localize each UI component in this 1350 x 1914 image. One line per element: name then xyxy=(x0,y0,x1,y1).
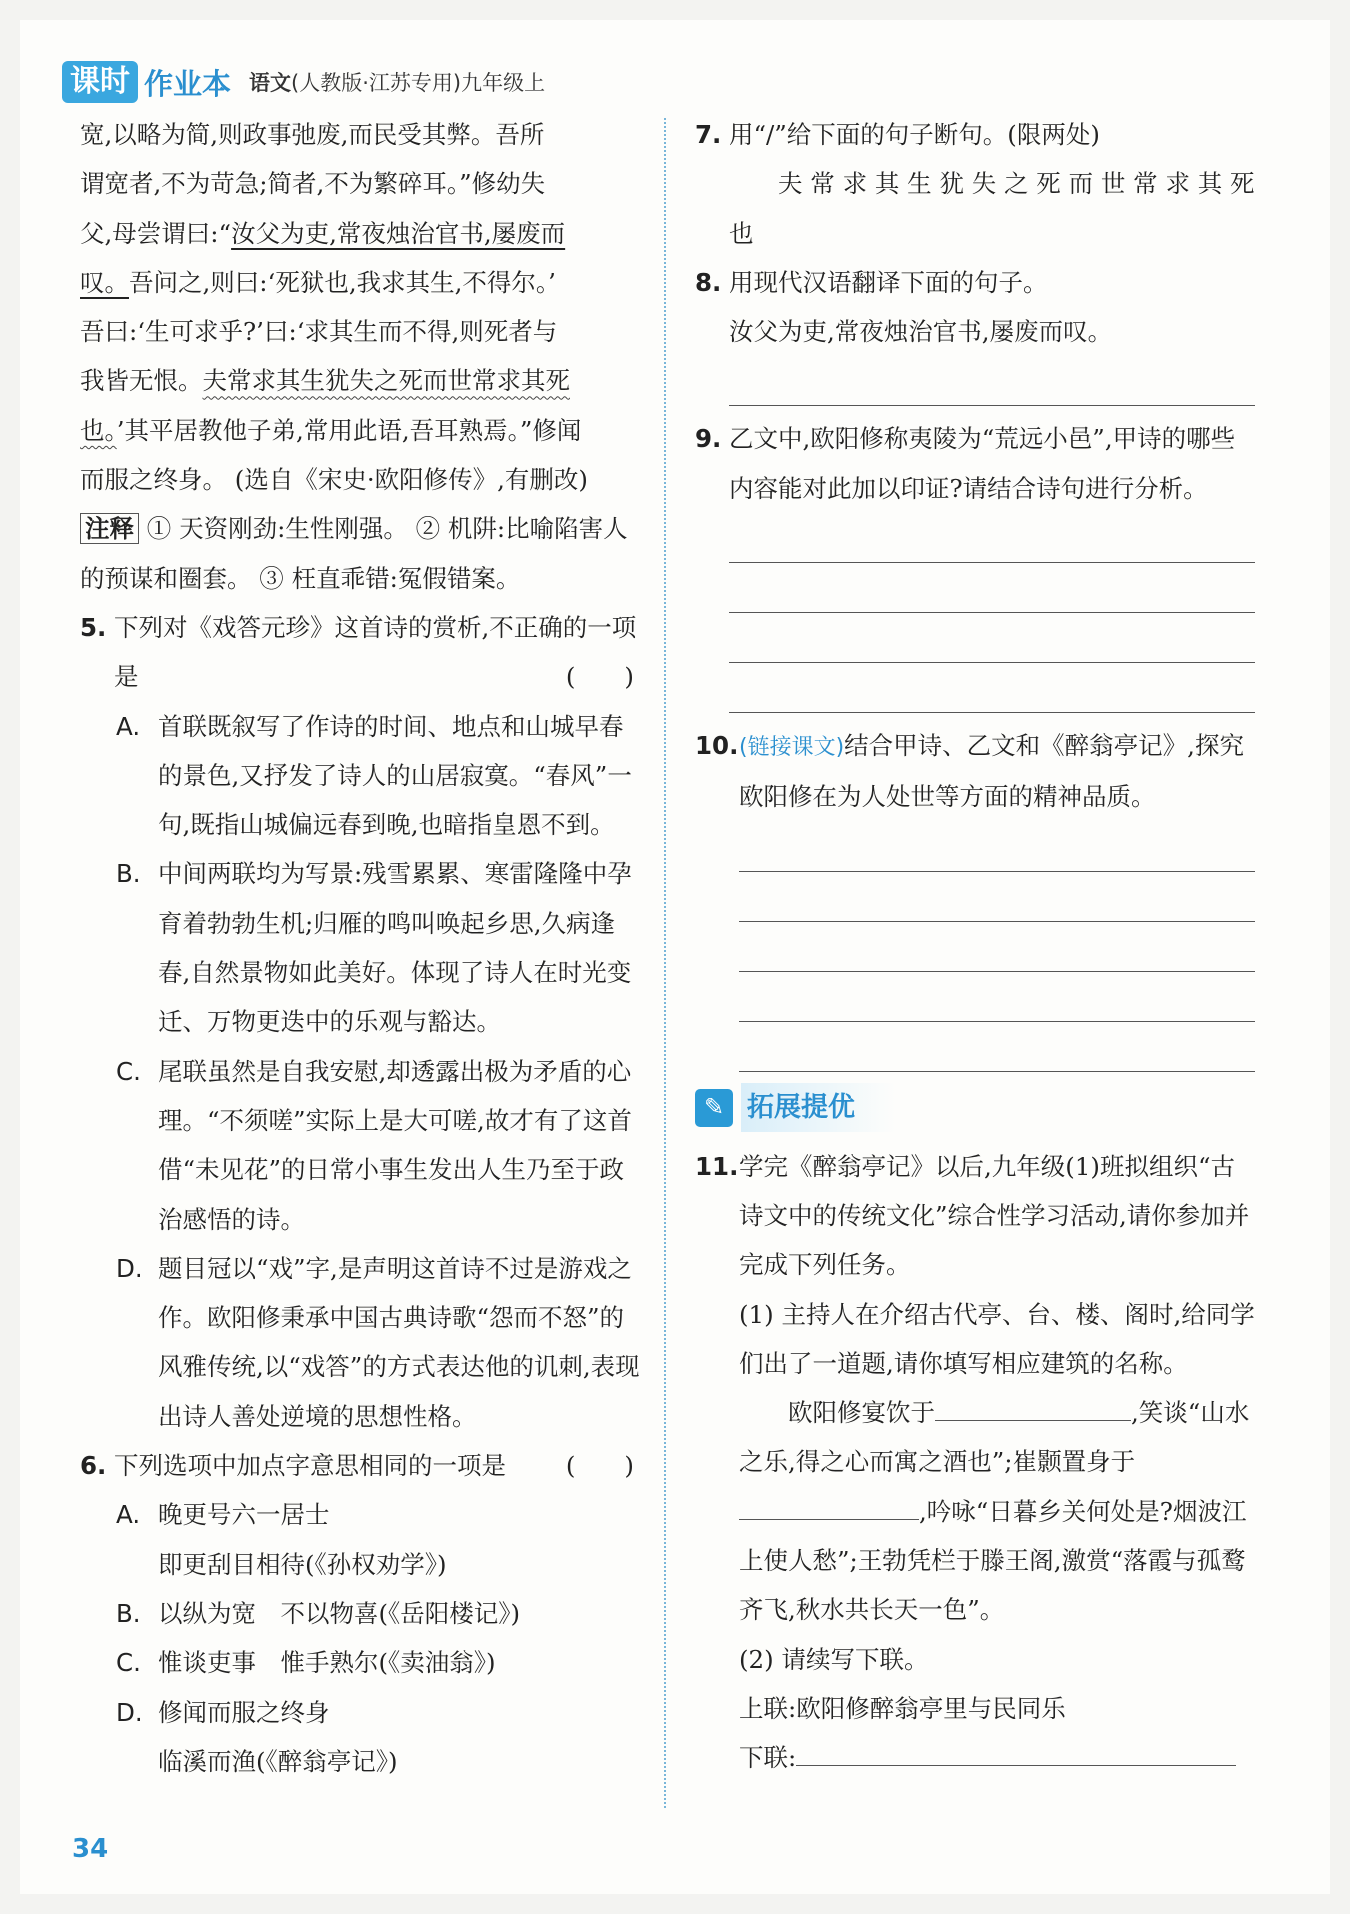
question-5 xyxy=(80,603,640,702)
underlined-sentence-end: 叹。 xyxy=(80,267,129,297)
section-heading xyxy=(695,1080,1255,1136)
left-column xyxy=(80,110,640,1786)
option-a[interactable]: A. 晚更号六一居士 即更刮目相待(《孙权劝学》) xyxy=(116,1500,447,1579)
option-b[interactable]: B. 中间两联均为写景:残雪累累、寒雷隆隆中孕育着勃勃生机;归雁的鸣叫唤起乡思,久病逢春,自然景物如此美好。体现了诗人在时光变迁、万物更迭中的乐观与豁达。 xyxy=(116,859,632,1037)
note-tag: 注释 xyxy=(80,513,139,544)
fill-in-paragraph: 欧阳修宴饮于 ,笑谈“山水之乐,得之心而寓之酒也”;崔颢置身于,吟咏“日暮乡关何处是?烟波江上使人愁”;王勃凭栏于滕王阁,激赏“落霞与孤鹜齐飞,秋水共长天一色”。 xyxy=(739,1388,1255,1634)
answer-line[interactable] xyxy=(739,922,1255,972)
option-b[interactable]: B. 以纵为宽 不以物喜(《岳阳楼记》) xyxy=(116,1598,521,1628)
sentence-to-translate: 汝父为吏,常夜烛治官书,屡废而叹。 xyxy=(729,317,1113,347)
passage-source: 而服之终身。 (选自《宋史·欧阳修传》,有删改) xyxy=(80,465,588,495)
passage-line: 宽,以略为简,则政事弛废,而民受其弊。吾所 xyxy=(80,120,545,149)
passage-line: 吾曰:‘生可求乎?’曰:‘求其生而不得,则死者与 xyxy=(80,317,558,347)
edition: (人教版·江苏专用)九年级上 xyxy=(291,71,546,95)
wavy-sentence-end: 也。 xyxy=(80,415,117,445)
logo-text: 作业本 xyxy=(144,66,232,101)
passage-line: 也。’其平居教他子弟,常用此语,吾耳熟焉。”修闻 xyxy=(80,415,582,445)
question-number: 11. xyxy=(695,1151,739,1181)
option-d[interactable]: D. 修闻而服之终身 临溪而渔(《醉翁亭记》) xyxy=(116,1697,398,1776)
question-number: 9. xyxy=(695,424,722,454)
notes-text: ① 天资刚劲:生性刚强。 ② 机阱:比喻陷害人的预谋和圈套。 ③ 枉直乖错:冤假错案。 xyxy=(80,514,628,593)
book-title xyxy=(249,67,545,97)
column-divider xyxy=(664,118,666,1808)
lower-couplet-blank[interactable] xyxy=(796,1733,1236,1766)
question-text: 用“/”给下面的句子断句。(限两处) xyxy=(729,120,1100,149)
lower-couplet: 下联: xyxy=(739,1733,1255,1782)
question-text: 下列选项中加点字意思相同的一项是 xyxy=(114,1451,506,1481)
pencil-icon: ✎ xyxy=(695,1089,733,1127)
question-6 xyxy=(80,1441,640,1490)
question-number: 5. xyxy=(80,612,107,642)
notes xyxy=(80,504,640,603)
question-text: 下列对《戏答元珍》这首诗的赏析,不正确的一项是 xyxy=(114,612,637,692)
question-number: 8. xyxy=(695,267,722,297)
question-text: 学完《醉翁亭记》以后,九年级(1)班拟组织“古诗文中的传统文化”综合性学习活动,请你参加并完成下列任务。 xyxy=(739,1151,1250,1280)
answer-line[interactable] xyxy=(739,1022,1255,1072)
question-number: 6. xyxy=(80,1451,107,1481)
question-text: 结合甲诗、乙文和《醉翁亭记》,探究欧阳修在为人处世等方面的精神品质。 xyxy=(739,731,1244,812)
option-a[interactable]: A. 首联既叙写了作诗的时间、地点和山城早春的景色,又抒发了诗人的山居寂寞。“春风”一句,既指山城偏远春到晚,也暗指皇恩不到。 xyxy=(116,711,632,840)
answer-bracket[interactable]: ( ) xyxy=(565,662,634,692)
answer-line[interactable] xyxy=(739,972,1255,1022)
sub-question-2: (2) 请续写下联。 xyxy=(739,1644,929,1674)
subject: 语文 xyxy=(249,71,292,95)
page-number: 34 xyxy=(72,1834,109,1864)
question-11 xyxy=(695,1142,1255,1783)
question-8 xyxy=(695,258,1255,357)
option-c[interactable]: C. 惟谈吏事 惟手熟尔(《卖油翁》) xyxy=(116,1648,496,1678)
question-10 xyxy=(695,721,1255,822)
sub-question-1: (1) 主持人在介绍古代亭、台、楼、阁时,给同学们出了一道题,请你填写相应建筑的名称。 xyxy=(739,1299,1255,1378)
passage-line: 叹。吾问之,则曰:‘死狱也,我求其生,不得尔。’ xyxy=(80,267,556,297)
question-number: 10. xyxy=(695,731,739,761)
sentence-to-punctuate[interactable]: 夫 常 求 其 生 犹 失 之 死 而 世 常 求 其 死 也 xyxy=(729,169,1255,248)
answer-line[interactable] xyxy=(739,822,1255,872)
logo-box: 课时 xyxy=(62,61,138,103)
question-9 xyxy=(695,414,1255,513)
question-7 xyxy=(695,110,1255,258)
passage-line: 父,母尝谓曰:“汝父为吏,常夜烛治官书,屡废而 xyxy=(80,218,566,248)
answer-line[interactable] xyxy=(729,663,1255,713)
answer-line[interactable] xyxy=(729,356,1255,406)
answer-line[interactable] xyxy=(729,563,1255,613)
question-text: 用现代汉语翻译下面的句子。 xyxy=(729,267,1048,297)
passage-line: 谓宽者,不为苛急;简者,不为繁碎耳。”修幼失 xyxy=(80,169,546,199)
right-column xyxy=(695,110,1255,1783)
section-title: 拓展提优 xyxy=(741,1083,895,1132)
option-d[interactable]: D. 题目冠以“戏”字,是声明这首诗不过是游戏之作。欧阳修秉承中国古典诗歌“怨而不怒”的风雅传统,以“戏答”的方式表达他的讥刺,表现出诗人善处逆境的思想性格。 xyxy=(116,1253,640,1431)
answer-bracket[interactable]: ( ) xyxy=(565,1451,634,1481)
underlined-sentence: 汝父为吏,常夜烛治官书,屡废而 xyxy=(231,218,566,248)
option-c[interactable]: C. 尾联虽然是自我安慰,却透露出极为矛盾的心理。“不须嗟”实际上是大可嗟,故才有了这首借“未见花”的日常小事生发出人生乃至于政治感悟的诗。 xyxy=(116,1056,632,1234)
header xyxy=(62,58,545,106)
question-number: 7. xyxy=(695,120,722,149)
answer-line[interactable] xyxy=(729,513,1255,563)
wavy-sentence: 夫常求其生犹失之死而世常求其死 xyxy=(202,366,570,396)
link-tag: (链接课文) xyxy=(739,735,845,761)
upper-couplet: 上联:欧阳修醉翁亭里与民同乐 xyxy=(739,1693,1066,1723)
passage xyxy=(80,110,640,504)
question-text: 乙文中,欧阳修称夷陵为“荒远小邑”,甲诗的哪些内容能对此加以印证?请结合诗句进行分析。 xyxy=(729,424,1236,503)
fill-blank-1[interactable] xyxy=(935,1388,1131,1421)
passage-line: 我皆无恨。夫常求其生犹失之死而世常求其死 xyxy=(80,366,570,396)
answer-line[interactable] xyxy=(729,613,1255,663)
answer-line[interactable] xyxy=(739,872,1255,922)
fill-blank-2[interactable] xyxy=(739,1487,919,1520)
